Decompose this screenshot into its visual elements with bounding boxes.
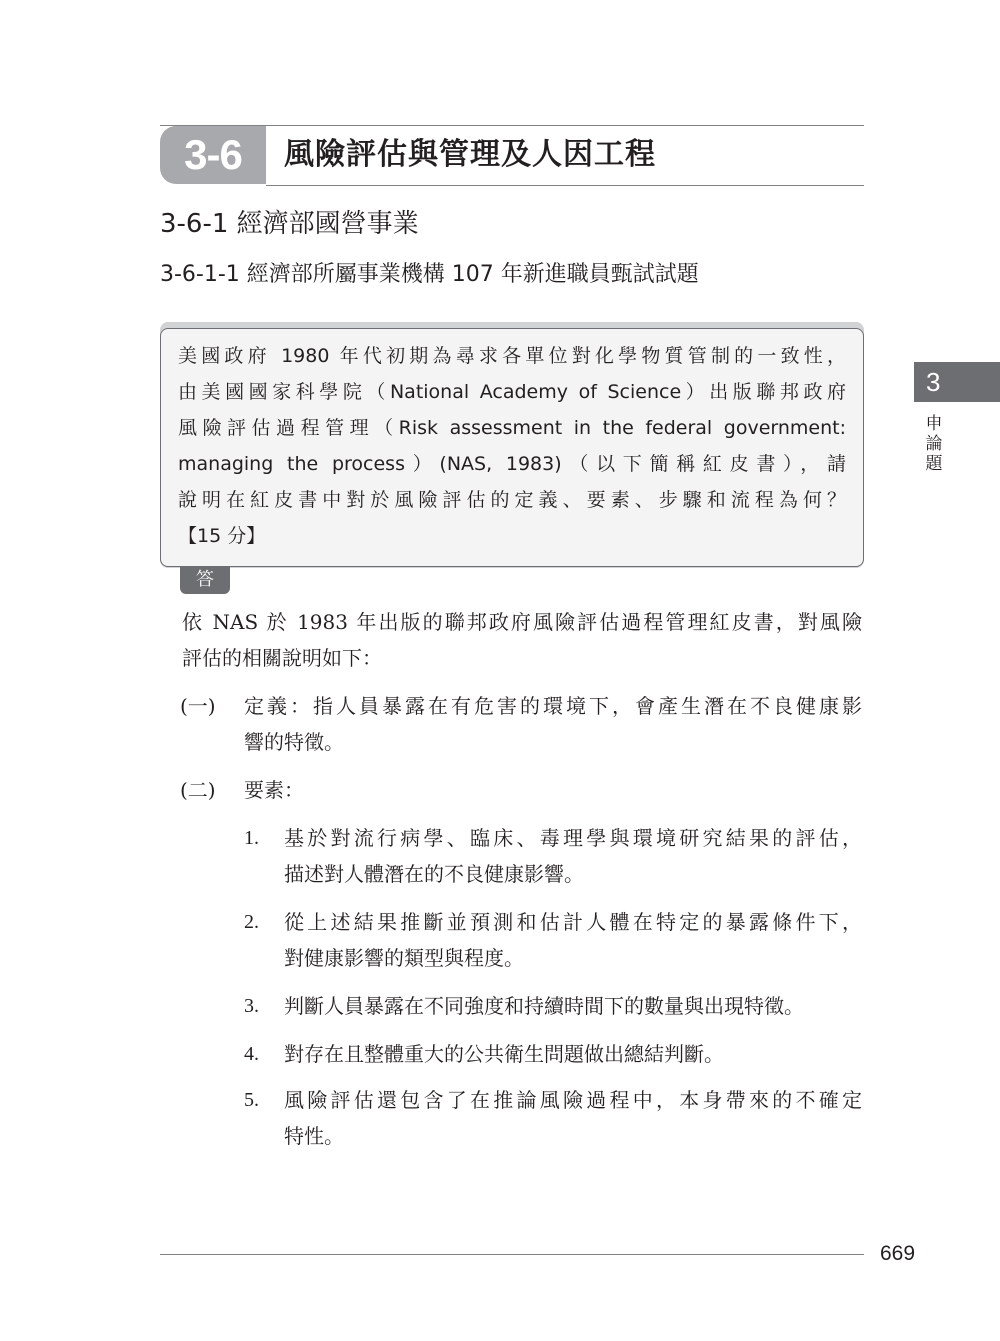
footer-rule (160, 1254, 864, 1255)
subsection-heading: 3-6-1 經濟部國營事業 (160, 209, 419, 239)
item-number: 1. (244, 827, 259, 849)
answer-intro-line: 依 NAS 於 1983 年出版的聯邦政府風險評估過程管理紅皮書，對風險 (182, 610, 862, 634)
answer-intro-line: 評估的相關說明如下： (182, 646, 382, 670)
item-line: 風險評估還包含了在推論風險過程中，本身帶來的不確定 (284, 1088, 862, 1112)
item-number: 3. (244, 995, 259, 1017)
question-line: 說明在紅皮書中對於風險評估的定義、要素、步驟和流程為何？ (178, 489, 846, 511)
item-line: 特性。 (284, 1124, 344, 1148)
subsubsection-heading: 3-6-1-1 經濟部所屬事業機構 107 年新進職員甄試試題 (160, 262, 699, 287)
question-score: 【15 分】 (178, 525, 266, 547)
item-number: 5. (244, 1089, 259, 1111)
item-number: 2. (244, 911, 259, 933)
section-title: 風險評估與管理及人因工程 (284, 137, 656, 172)
question-line: 由美國國家科學院（National Academy of Science）出版聯邦政府 (178, 381, 846, 403)
item-line: 從上述結果推斷並預測和估計人體在特定的暴露條件下， (284, 910, 862, 934)
chapter-tab-label: 申論題 (925, 414, 943, 474)
item-number: 4. (244, 1043, 259, 1065)
item-line: 基於對流行病學、臨床、毒理學與環境研究結果的評估， (284, 826, 862, 850)
question-line: managing the process）(NAS, 1983)（以下簡稱紅皮書），請 (178, 453, 846, 475)
section-number-badge: 3-6 (160, 126, 266, 184)
question-line: 風險評估過程管理（Risk assessment in the federal government: (178, 417, 846, 439)
definition-line: 響的特徵。 (244, 730, 344, 754)
item-line: 對存在且整體重大的公共衛生問題做出總結判斷。 (284, 1042, 724, 1066)
elements-heading: 要素： (244, 778, 304, 802)
chapter-tab: 3 (914, 362, 1000, 402)
section-marker: (一) (180, 694, 216, 718)
section-marker: (二) (180, 778, 216, 802)
page-number: 669 (880, 1242, 916, 1265)
item-line: 描述對人體潛在的不良健康影響。 (284, 862, 584, 886)
answer-tag: 答 (180, 566, 230, 594)
question-line: 美國政府 1980 年代初期為尋求各單位對化學物質管制的一致性， (178, 345, 846, 367)
definition-line: 定義：指人員暴露在有危害的環境下，會產生潛在不良健康影 (244, 694, 862, 718)
header-bottom-rule (266, 185, 864, 186)
item-line: 對健康影響的類型與程度。 (284, 946, 524, 970)
item-line: 判斷人員暴露在不同強度和持續時間下的數量與出現特徵。 (284, 994, 804, 1018)
